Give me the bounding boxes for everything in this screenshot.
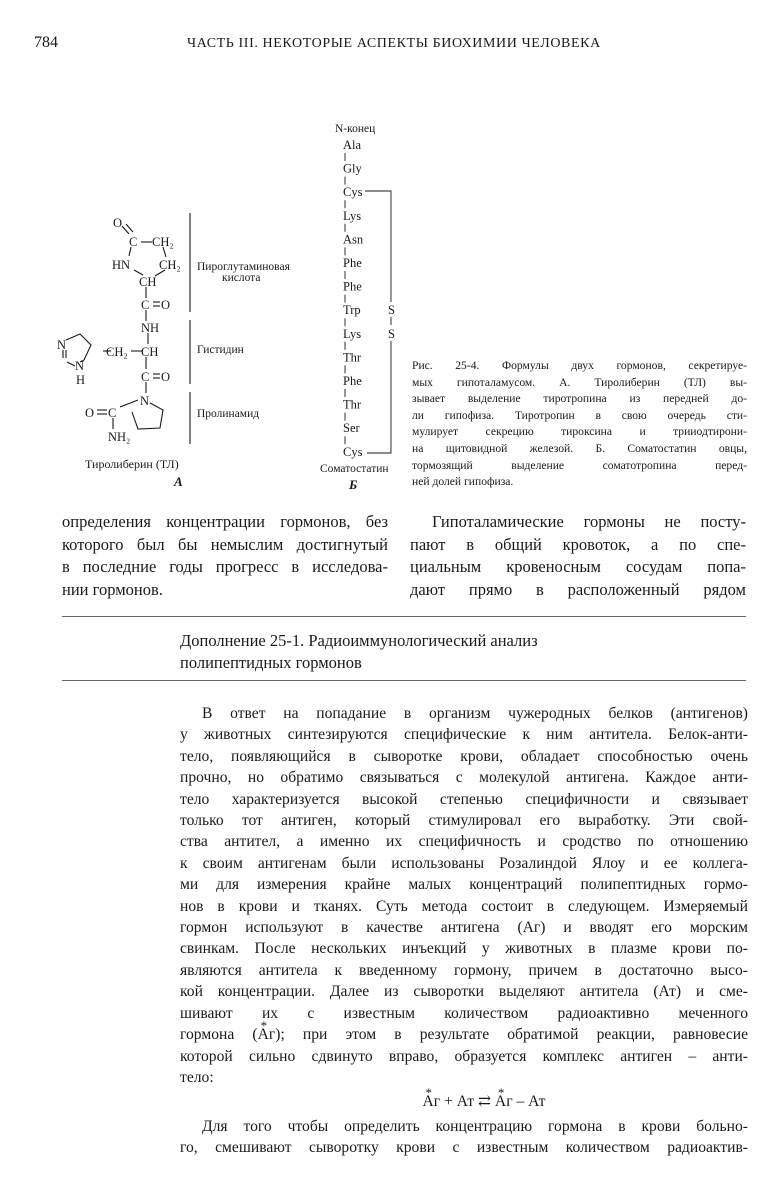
text-line: которой сильно сдвинуто вправо, образуется комплекс антиген – анти- — [180, 1047, 748, 1065]
atom: N — [57, 338, 67, 352]
text-line: тело: — [180, 1068, 214, 1086]
labeled-antigen-symbol: * А — [258, 1026, 269, 1043]
text-line: го, смешивают сыворотку крови с известным количеством радиоактив- — [180, 1139, 748, 1157]
atom: HN — [112, 258, 131, 272]
atom: CH₂ — [152, 235, 174, 249]
text-line: Гипоталамические гормоны не посту- — [432, 512, 746, 531]
atom: CH — [139, 275, 157, 289]
box-top-rule — [62, 616, 746, 617]
text-line: зывает выделение тиротропина из передней до- — [412, 392, 747, 406]
text-line: только тот антиген, который стимулировал его выработку. Эти свой- — [180, 812, 748, 830]
text-column-right — [410, 511, 746, 601]
text-line: прочно, но обратимо связываться с молекулой антигена. Каждое анти- — [180, 769, 748, 787]
residue: Gly — [343, 161, 362, 176]
n-terminus-label: N-конец — [335, 123, 376, 135]
group-label: Пироглутаминовая — [197, 261, 290, 273]
page-number: 784 — [34, 34, 58, 51]
residue: Ser — [343, 421, 360, 436]
residue: Phe — [343, 256, 362, 270]
atom: O — [161, 298, 171, 312]
text-line: у животных синтезируются специфические к ним антитела. Белок-анти- — [180, 726, 748, 744]
paragraph-1 — [180, 703, 748, 1024]
box-body — [180, 703, 748, 1159]
residue: Lys — [343, 326, 362, 341]
atom: NH₂ — [108, 430, 131, 444]
text-line: дают прямо в расположенный рядом — [410, 579, 746, 599]
atom: CH — [141, 345, 159, 359]
text-line: гормон используют в качестве антигена (Аг) и вводят его морским — [180, 919, 748, 937]
group-label: кислота — [222, 272, 261, 284]
group-label: Пролинамид — [197, 408, 260, 420]
box-title-line: полипептидных гормонов — [180, 653, 362, 672]
residue: Thr — [343, 350, 362, 365]
text-line: определения концентрации гормонов, без — [62, 512, 388, 531]
residue: Phe — [343, 374, 362, 388]
running-title: ЧАСТЬ III. НЕКОТОРЫЕ АСПЕКТЫ БИОХИМИИ ЧЕЛОВЕКА — [187, 36, 601, 51]
text-line: к своим антигенам были использованы Розалиндой Ялоу и ее коллега- — [180, 854, 748, 872]
text-line: ней долей гипофиза. — [412, 475, 514, 489]
text-line: тормозящий выделение соматотропина перед- — [412, 458, 747, 472]
text-line: нии гормонов. — [62, 579, 163, 599]
residue: Phe — [343, 279, 362, 294]
panel-letter-b: Б — [349, 477, 358, 492]
atom: O — [161, 370, 171, 384]
residue: Lys — [343, 208, 362, 223]
box-title-line: Дополнение 25-1. Радиоиммунологический анализ — [180, 631, 538, 650]
panel-letter-a: А — [174, 474, 183, 489]
box-bottom-rule — [62, 680, 746, 681]
residue: Thr — [343, 397, 362, 412]
atom: O — [113, 216, 123, 230]
atom: C — [141, 370, 150, 384]
atom: H — [76, 373, 86, 387]
tyroliberin-name: Тиролиберин (ТЛ) — [85, 457, 179, 471]
sulfur-label: S — [388, 303, 395, 317]
residue: Ala — [343, 138, 362, 152]
text-line: В ответ на попадание в организм чужеродных белков (антигенов) — [202, 705, 748, 722]
atom: CH₂ — [106, 345, 128, 359]
atom: N — [140, 394, 150, 408]
tyroliberin-structure — [57, 213, 291, 489]
text-line: кой концентрации. Далее из сыворотки выделяют антитела (Ат) и сме- — [180, 983, 748, 1001]
atom: O — [85, 406, 95, 420]
text-line: шивают их с известным количеством радиоактивно меченного — [180, 1004, 748, 1022]
text-line: на щитовидной железой. Б. Соматостатин овцы, — [412, 441, 747, 455]
text-line: Рис. 25-4. Формулы двух гормонов, секретируе- — [412, 359, 747, 372]
atom: C — [141, 298, 150, 312]
text-line: мулирует секрецию тироксина и трииодтирони- — [412, 425, 747, 439]
residue: Cys — [343, 444, 363, 459]
paragraph-2 — [180, 1116, 748, 1159]
somatostatin-sequence — [320, 123, 395, 492]
box-title — [180, 630, 538, 674]
text-line: которого был бы немыслим достигнутый — [62, 534, 388, 554]
text-line: циальным кровеносным сосудам попа- — [410, 557, 746, 576]
text-line: свинкам. После нескольких инъекций у животных в плазме крови по- — [180, 940, 748, 958]
text-line: ли гипофиза. Тиротропин в свою очередь сти- — [412, 408, 747, 422]
atom: C — [129, 235, 138, 249]
text-column-left — [62, 511, 388, 601]
group-label: Гистидин — [197, 344, 244, 356]
text-line: тело, появляющийся в сыворотке крови, обладает способностью очень — [180, 747, 748, 765]
reaction-equation: * Аг + Ат ⇄ * Аг – Ат — [180, 1091, 748, 1112]
sulfur-label: S — [388, 327, 395, 341]
text-line: мых гипоталамусом. А. Тиролиберин (ТЛ) вы- — [412, 375, 747, 389]
text-line: являются антитела к введенному гормону, причем в достаточно высо- — [180, 961, 748, 979]
text-line: ми для измерения крайне малых концентраций полипептидных гормо- — [180, 876, 748, 894]
text-line: нов в крови и тканях. Суть метода состоит в следующем. Измеряемый — [180, 897, 748, 915]
atom: C — [108, 406, 117, 420]
atom: N — [75, 359, 85, 373]
residue: Trp — [343, 303, 361, 318]
text-line: гормона (* Аг); при этом в результате обратимой реакции, равновесие — [180, 1024, 748, 1045]
residue: Asn — [343, 232, 364, 247]
text-line: в последние годы прогресс в исследова- — [62, 557, 388, 576]
atom: CH₂ — [159, 258, 181, 272]
figure-caption — [412, 358, 747, 491]
text-line: ства антител, а именно их специфичность и сродство по отношению — [180, 833, 748, 851]
atom: NH — [141, 321, 160, 335]
residue: Cys — [343, 185, 363, 200]
somatostatin-name: Соматостатин — [320, 463, 389, 475]
text-line: Для того чтобы определить концентрацию гормона в крови больно- — [202, 1117, 748, 1135]
text-line: тело характеризуется высокой степенью специфичности и связывает — [180, 790, 748, 808]
text-line: пают в общий кровоток, а по спе- — [410, 534, 746, 554]
